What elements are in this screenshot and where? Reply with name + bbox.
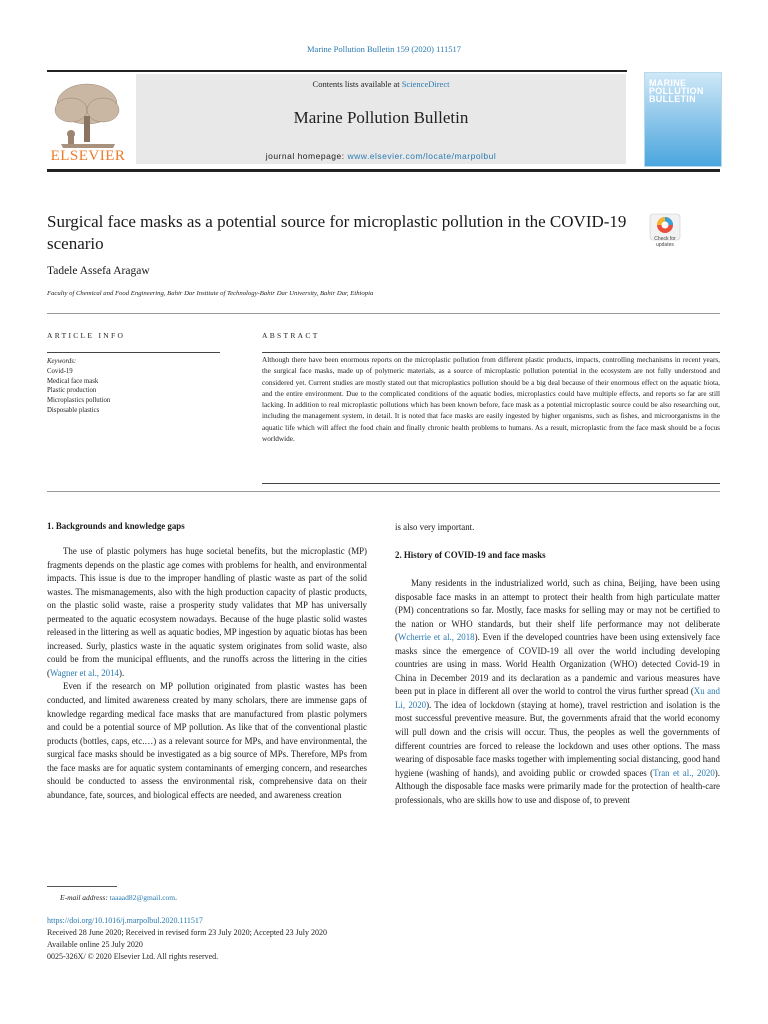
paragraph-text: ). Although the disposable face masks were primarily made for the protection of health-care professionals, who are skills how to use and dispose of, to prevent (395, 767, 720, 805)
section-1-heading: 1. Backgrounds and knowledge gaps (47, 521, 185, 531)
paragraph-text: ). Even if the developed countries have been using extensively face masks since the emergence of COVID-19 all over the world including developing countries are using in mass. World Health Organization (WHO) detected Covid-19 in China in December 2019 and its declaration as a pandemic and various measures have been put in place in different all over the world to control the virus further spread ( (395, 632, 720, 697)
copyright-line: 0025-326X/ © 2020 Elsevier Ltd. All rights reserved. (47, 952, 219, 961)
article-info-heading: ARTICLE INFO (47, 331, 126, 340)
abstract-rule (262, 352, 720, 353)
paragraph-text: ). The idea of lockdown (staying at home), travel restriction and isolation is the most successful preventive measure. But, the governments afraid that the world economy will pull down and the crisis will occur. Thus, the peoples as well the governments of different countries are forced to release the lockdown and uses other options. The mass wearing of disposable face masks together with implementing social distancing, good hand hygiene (washing of hands), and avoiding public or crowded spaces ( (395, 699, 720, 778)
author-affiliation: Faculty of Chemical and Food Engineering, Bahir Dar Institute of Technology-Bahir Dar University, Bahir Dar, Ethiopia (47, 290, 374, 297)
footnote-rule (47, 886, 117, 887)
paragraph-continuation: is also very important. (395, 522, 475, 532)
reference-link[interactable]: Tran et al., 2020 (653, 767, 715, 778)
keyword-item: Plastic production (47, 387, 97, 395)
keyword-item: Microplastics pollution (47, 397, 111, 405)
journal-homepage-line (136, 151, 626, 161)
publisher-wordmark: ELSEVIER (50, 148, 126, 164)
email-link[interactable]: taaaad82@gmail.com (109, 893, 176, 902)
journal-homepage-link[interactable]: www.elsevier.com/locate/marpolbul (347, 151, 497, 161)
header-top-rule (47, 70, 627, 72)
header-bottom-rule (47, 169, 720, 172)
paragraph: Even if the research on MP pollution originated from plastic wastes has been conducted, and limited awareness created by many scholars, there are immense gaps of knowledge regarding medical face masks that are manufactured from plastic polymers and could be a potential source of MP pollution. As like that of the conventional plastic products (bottles, caps, etc.…) as a relevant source for MPs, and have environmental, the surgical face masks should be investigated as a big source of MPs. Therefore, MPs from the face masks are for aquatic system contaminants of emerging concern, and researches should be conducted to assess the environmental risk, comprehensive data on their abundance, fate, sources, and biological effects are needed, and awareness creation (47, 681, 367, 800)
article-title: Surgical face masks as a potential source for microplastic pollution in the COVID-19 scenario (47, 212, 627, 253)
reference-link[interactable]: Xu and Li, 2020 (395, 686, 720, 710)
cover-title: MARINE POLLUTION BULLETIN (649, 78, 704, 104)
abstract-text: Although there have been enormous reports on the microplastic pollution from different plastic products, impacts, controlling mechanisms in recent years, the surgical face masks, made up of polymeric materials, as a source of microplastic pollution potential in the ecosystem are not fully understood and considered yet. Current studies are mostly stated out that microplastics pollution should be a big deal because of their enormous effect on the aquatic biota, and the entire environment. Due to the complicated conditions of the aquatic bodies, microplastics could have multiple effects, and reports so far are still lacking. In addition to real microplastic pollutions which has been known before, face mask as a potential microplastic source could be also researching out, including the management system, in detail. It is noted that face masks are easily ingested by higher organisms, such as fishes, and microorganisms in the aquatic life which will affect the food chain and finally chronic health problems to humans. As a result, microplastic from the face mask should be a focus worldwide. (262, 356, 720, 444)
section-divider (47, 313, 720, 314)
paragraph-text: ). (119, 667, 125, 678)
received-dates: Received 28 June 2020; Received in revised form 23 July 2020; Accepted 23 July 2020 (47, 928, 327, 937)
keyword-item: Medical face mask (47, 377, 99, 385)
paragraph-text: Many residents in the industrialized world, such as china, Beijing, have been using disposable face masks in an attempt to protect their health from high particulate matter (PM) concentrations so far. Mostly, face masks for selling may or may not be certified to the nation or WHO standards, but their shelf life performance may not deliberate ( (395, 578, 720, 643)
contents-prefix: Contents lists available at (312, 79, 400, 89)
section-divider (47, 491, 720, 492)
author-name: Tadele Assefa Aragaw (47, 265, 150, 277)
abstract-bottom-rule (262, 483, 720, 484)
email-footnote (60, 893, 177, 902)
journal-title: Marine Pollution Bulletin (293, 108, 469, 127)
article-footer (47, 915, 327, 963)
email-label: E-mail address: (60, 893, 108, 902)
crossmark-label[interactable]: Check for updates (654, 236, 676, 248)
reference-link[interactable]: Wagner et al., 2014 (49, 667, 119, 678)
paragraph (395, 577, 720, 807)
reference-link[interactable]: Wcherrie et al., 2018 (397, 632, 475, 643)
email-suffix: . (175, 893, 178, 902)
sciencedirect-link[interactable]: ScienceDirect (401, 79, 450, 89)
online-date: Available online 25 July 2020 (47, 940, 143, 949)
keyword-item: Disposable plastics (47, 406, 100, 414)
keywords-label: Keywords: (47, 358, 77, 365)
section-2-heading: 2. History of COVID-19 and face masks (395, 550, 546, 560)
body-column-right (395, 577, 720, 807)
abstract-heading: ABSTRACT (262, 331, 320, 340)
homepage-prefix: journal homepage: (265, 151, 345, 161)
doi-link[interactable]: https://doi.org/10.1016/j.marpolbul.2020.111517 (47, 916, 203, 925)
contents-line (136, 79, 626, 89)
paragraph-text: The use of plastic polymers has huge societal benefits, but the microplastic (MP) fragments depends on the plastic age comes with problems for health, and environmental impacts. This issue is due to the improper handling of plastic waste as part of the solid wastes. The mismanagements, also with the high production capacity of plastic products, on the plastic solid waste, raise a prosperity study validates that MP has universally permeated to the aquatic ecosystem nowadays. Because of the huge plastic solid wastes released in the littering as well as aquatic bodies, MP ingestion by aquatic biotas has been increased. Surly, plastics waste in the aquatic system originates from solid waste, also could be from the municipal effluents, and the runoffs across the littering in the cities ( (47, 546, 367, 678)
journal-cover-image[interactable] (644, 72, 722, 167)
keyword-item: Covid-19 (47, 367, 73, 375)
article-info-rule (47, 352, 220, 353)
body-column-left (47, 545, 367, 802)
keywords-block (47, 357, 110, 416)
journal-citation-link[interactable]: Marine Pollution Bulletin 159 (2020) 111517 (306, 44, 461, 54)
paragraph (47, 545, 367, 680)
